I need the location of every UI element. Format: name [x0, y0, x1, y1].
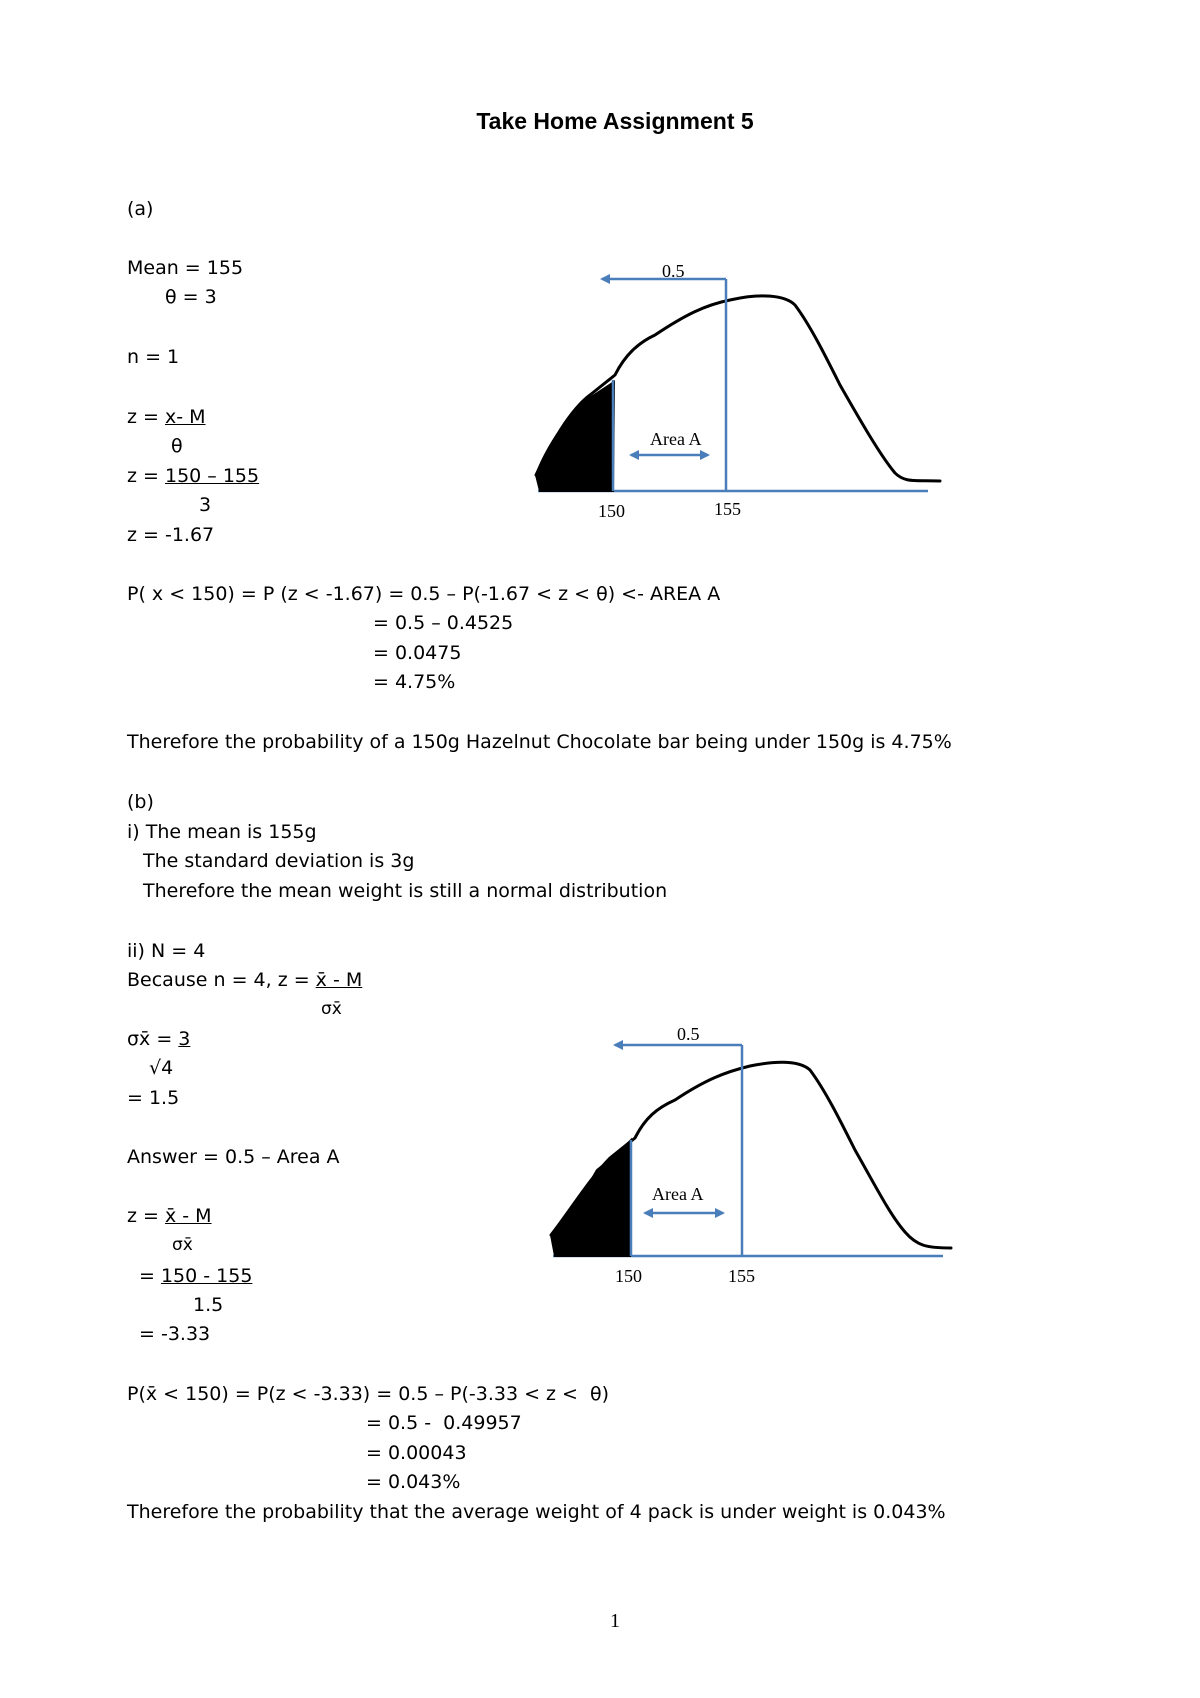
sigma-xbar-lhs: σx̄ =: [127, 1028, 179, 1050]
z-formula-lhs: z =: [127, 406, 165, 428]
z-formula-denominator: θ: [171, 435, 183, 457]
shaded-tail: [551, 1140, 631, 1256]
half-label: 0.5: [677, 1024, 700, 1044]
normal-curve-diagram-b: [535, 1020, 965, 1295]
z-formula-b-denominator: σx̄: [172, 1235, 193, 1255]
z-result: z = -1.67: [127, 524, 215, 546]
mean-text: Mean = 155: [127, 257, 244, 279]
tick-label-150: 150: [615, 1266, 642, 1286]
sigma-xbar-numerator: 3: [178, 1028, 191, 1050]
sigma-text: θ = 3: [165, 286, 217, 308]
tick-label-155: 155: [728, 1266, 755, 1286]
page-title: Take Home Assignment 5: [476, 108, 754, 134]
shaded-tail: [536, 382, 614, 491]
area-a-label: Area A: [652, 1184, 704, 1204]
sigma-xbar-denominator: √4: [149, 1057, 174, 1079]
z-formula: [127, 408, 206, 427]
probability-line-3: = 0.0475: [373, 642, 462, 664]
answer-text: Answer = 0.5 – Area A: [127, 1146, 340, 1168]
part-b-ii-denominator: σx̄: [321, 999, 342, 1019]
half-label: 0.5: [662, 261, 685, 281]
part-b-i-line-1: i) The mean is 155g: [127, 821, 317, 843]
area-a-label: Area A: [650, 429, 702, 449]
normal-curve-diagram-a: [520, 255, 950, 530]
z-formula-b: [127, 1207, 212, 1226]
part-a-label: (a): [127, 198, 154, 220]
sigma-xbar-formula: [127, 1030, 190, 1049]
tick-label-155: 155: [714, 499, 741, 519]
page-number: 1: [610, 1610, 620, 1632]
probability-line-1: P( x < 150) = P (z < -1.67) = 0.5 – P(-1.67 < z < θ) <- AREA A: [127, 583, 721, 605]
probability-line-4: = 4.75%: [373, 671, 456, 693]
part-b-ii-line-1: ii) N = 4: [127, 940, 206, 962]
z-substitution-b-lhs: =: [139, 1265, 161, 1287]
probability-b-line-3: = 0.00043: [366, 1442, 467, 1464]
probability-b-line-4: = 0.043%: [366, 1471, 461, 1493]
part-b-ii-numerator: x̄ - M: [315, 969, 363, 991]
z-formula-b-numerator: x̄ - M: [164, 1205, 212, 1227]
part-b-ii-line-2: [127, 971, 362, 990]
z-substitution-lhs: z =: [127, 465, 165, 487]
z-substitution-numerator: 150 – 155: [164, 465, 260, 487]
part-a-conclusion: Therefore the probability of a 150g Hazelnut Chocolate bar being under 150g is 4.75%: [127, 731, 952, 753]
z-result-b: = -3.33: [139, 1323, 211, 1345]
z-substitution-b-denominator: 1.5: [193, 1294, 224, 1316]
part-b-i-line-3: Therefore the mean weight is still a normal distribution: [143, 880, 668, 902]
probability-line-2: = 0.5 – 0.4525: [373, 612, 514, 634]
part-b-ii-lhs: Because n = 4, z =: [127, 969, 316, 991]
z-formula-numerator: x- M: [164, 406, 206, 428]
part-b-label: (b): [127, 791, 154, 813]
sigma-xbar-result: = 1.5: [127, 1087, 180, 1109]
part-b-i-line-2: The standard deviation is 3g: [143, 850, 415, 872]
n-text: n = 1: [127, 346, 180, 368]
part-b-conclusion: Therefore the probability that the average weight of 4 pack is under weight is 0.043%: [127, 1501, 946, 1523]
z-substitution-b-numerator: 150 - 155: [160, 1265, 253, 1287]
z-substitution: [127, 467, 259, 486]
probability-b-line-1: P(x̄ < 150) = P(z < -3.33) = 0.5 – P(-3.33 < z < θ): [127, 1383, 610, 1405]
tick-label-150: 150: [598, 501, 625, 521]
probability-b-line-2: = 0.5 - 0.49957: [366, 1412, 522, 1434]
z-formula-b-lhs: z =: [127, 1205, 165, 1227]
z-substitution-denominator: 3: [199, 494, 212, 516]
z-substitution-b: [139, 1267, 252, 1286]
